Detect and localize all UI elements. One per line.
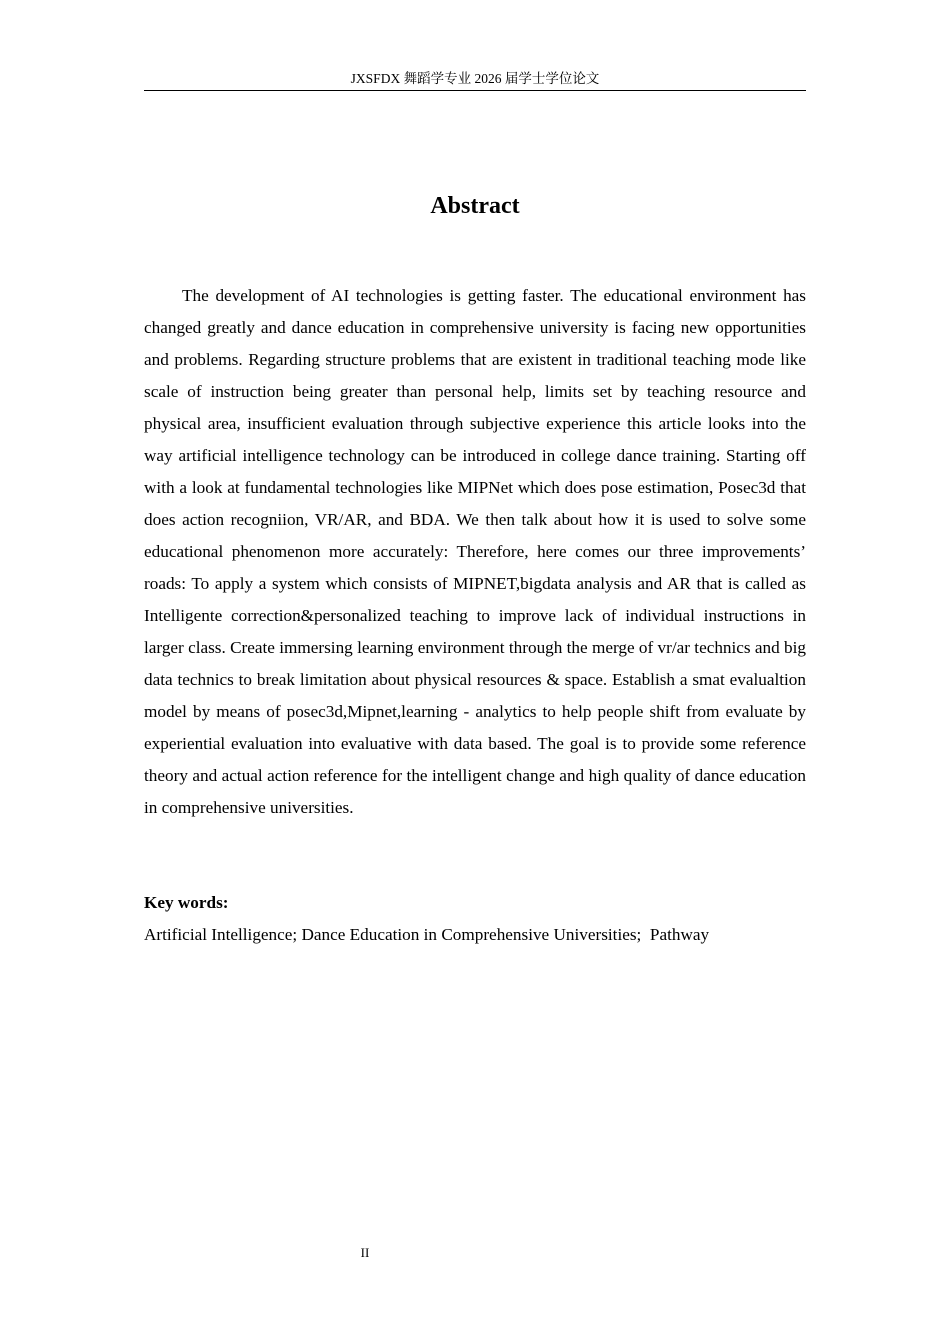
page-number: II (360, 1245, 370, 1260)
abstract-title: Abstract (430, 193, 520, 219)
keywords-label: Key words: (144, 893, 229, 912)
running-title: JXSFDX 舞蹈学专业 2026 届学士学位论文 (350, 71, 600, 86)
keywords-text: Artificial Intelligence; Dance Education in Comprehensive Universities; Pathway (144, 925, 710, 944)
page-header (144, 70, 806, 91)
abstract-body: The development of AI technologies is getting faster. The educational environment has changed greatly and dance education in comprehensive university is facing new opportunities and problems. Regarding structure problems that are existent in traditional teaching mode like scale of instruction being greater than personal help, limits set by teaching resource and physical area, insufficient evaluation through subjective experience this article looks into the way artificial intelligence technology can be introduced in college dance training. Starting off with a look at fundamental technologies like MIPNet which does pose estimation, Posec3d that does action recogniion, VR/AR, and BDA. We then talk about how it is used to solve some educational phenomenon more accurately: Therefore, here comes our three improvements’ roads: To apply a system which consists of MIPNET,bigdata analysis and AR that is called as Intelligente correction&personalized teaching to improve lack of individual instructions in larger class. Create immersing learning environment through the merge of vr/ar technics and big data technics to break limitation about physical resources & space. Establish a smat evalualtion model by means of posec3d,Mipnet,learning - analytics to help people shift from evaluate by experiential evaluation into evaluative with data based. The goal is to provide some reference theory and actual action reference for the intelligent change and high quality of dance education in comprehensive universities. (144, 286, 806, 817)
